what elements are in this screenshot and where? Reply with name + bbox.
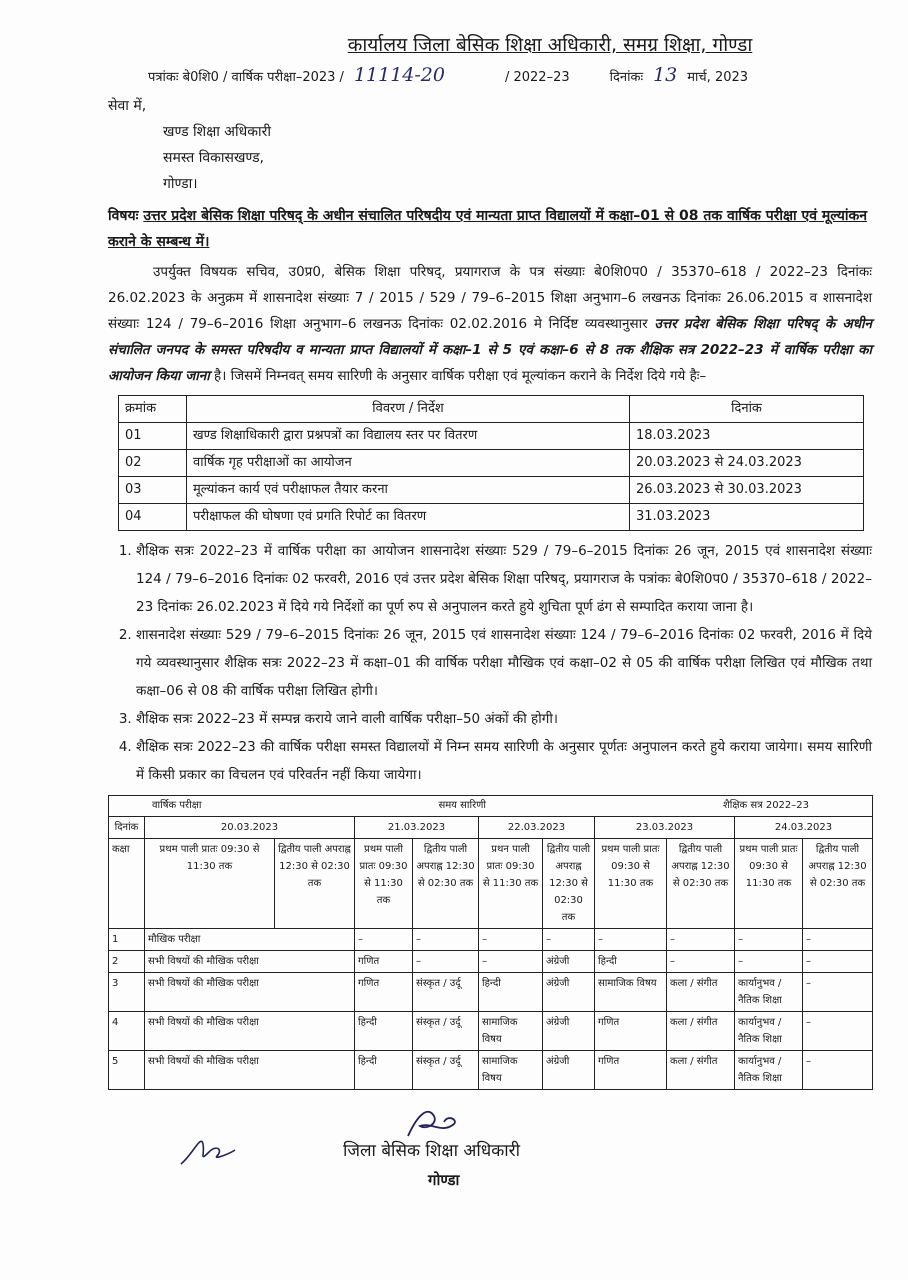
cell: वार्षिक गृह परीक्षाओं का आयोजन (187, 450, 630, 477)
subject-cell: कला / संगीत (667, 1051, 735, 1090)
cell: 01 (119, 423, 187, 450)
subject-label: विषयः (108, 208, 139, 224)
subject-cell: सामाजिक विषय (479, 1051, 543, 1090)
shift-cell: द्वितीय पाली अपराह्न 12:30 से 02:30 तक (275, 839, 355, 929)
subject-cell: – (667, 929, 735, 951)
points-list (108, 537, 872, 789)
subject-cell: हिन्दी (355, 1012, 413, 1051)
subject-cell: कार्यानुभव / नैतिक शिक्षा (735, 1012, 803, 1051)
date-cell: 20.03.2023 (145, 817, 355, 839)
cell: 20.03.2023 से 24.03.2023 (630, 450, 864, 477)
point-item: 3. शैक्षिक सत्रः 2022–23 में सम्पन्न कराये जाने वाली वार्षिक परीक्षा–50 अंकों की होगी। (136, 705, 872, 733)
reference-line (108, 60, 872, 93)
subject-cell: – (413, 929, 479, 951)
point-item: 2. शासनादेश संख्याः 529 / 79–6–2015 दिनांकः 26 जून, 2015 एवं शासनादेश संख्याः 124 / 79–6–2016 दिनांकः 02 फरवरी, 2016 में दिये गये व्यवस्थानुसार शैक्षिक सत्रः 2022–23 में कक्षा–01 की वार्षिक परीक्षा मौखिक एवं कक्षा–02 से 05 की वार्षिक परीक्षा लिखित एवं मौखिक तथा कक्षा–06 से 08 की वार्षिक परीक्षा लिखित होगी। (136, 621, 872, 705)
addressee-line: खण्ड शिक्षा अधिकारी (163, 124, 271, 140)
timetable-row (109, 1012, 873, 1051)
subject-cell: – (803, 1012, 873, 1051)
shift-cell: प्रथन पाली प्रातः 09:30 से 11:30 तक (479, 839, 543, 929)
date-cell: 24.03.2023 (735, 817, 873, 839)
subject-text: उत्तर प्रदेश बेसिक शिक्षा परिषद् के अधीन संचालित परिषदीय एवं मान्यता प्राप्त विद्यालयों में कक्षा–01 से 08 तक वार्षिक परीक्षा एवं मूल्यांकन कराने के सम्बन्ध में। (108, 208, 867, 250)
cell: 31.03.2023 (630, 504, 864, 531)
subject-cell: अंग्रेजी (543, 951, 595, 973)
body-emphasis: उत्तर प्रदेश बेसिक शिक्षा परिषद् के अधीन संचालित जनपद के समस्त परिषदीय व मान्यता प्राप्त विद्यालयों में कक्षा–1 से 5 एवं कक्षा–6 से 8 तक शैक्षिक सत्र 2022–23 में वार्षिक परीक्षा का आयोजन किया जाना (108, 316, 872, 384)
subject-cell: अंग्रेजी (543, 973, 595, 1012)
cell: 18.03.2023 (630, 423, 864, 450)
subject-cell: – (803, 973, 873, 1012)
body-text: उपर्युक्त विषयक सचिव, उ0प्र0, बेसिक शिक्षा परिषद्, प्रयागराज के पत्र संख्याः बे0शि0प0 / 35370–618 / 2022–23 दिनांकः 26.02.2023 के अनुक्रम में शासनादेश संख्याः 7 / 2015 / 529 / 79–6–2015 शिक्षा अनुभाग–6 लखनऊ दिनांकः 26.06.2015 व शासनादेश संख्याः 124 / 79–6–2016 शिक्षा अनुभाग–6 लखनऊ दिनांकः 02.02.2016 मे निर्दिष्ट व्यवस्थानुसार (108, 264, 872, 332)
header-cell: विवरण / निर्देश (187, 396, 630, 423)
body-paragraph (108, 259, 872, 389)
subject-cell: – (803, 951, 873, 973)
exam-timetable (108, 795, 873, 1090)
timetable-row (109, 951, 873, 973)
timetable-row (109, 1051, 873, 1090)
class-cell: 1 (109, 929, 145, 951)
table-row (119, 423, 864, 450)
addressee (108, 119, 872, 197)
class-label: कक्षा (109, 839, 145, 929)
date-row (109, 817, 873, 839)
subject-cell: कार्यानुभव / नैतिक शिक्षा (735, 1051, 803, 1090)
timetable-title-row (109, 796, 873, 817)
cell: परीक्षाफल की घोषणा एवं प्रगति रिपोर्ट का वितरण (187, 504, 630, 531)
office-heading: कार्यालय जिला बेसिक शिक्षा अधिकारी, समग्र शिक्षा, गोण्डा (347, 34, 753, 56)
table-row (119, 477, 864, 504)
class-cell: 5 (109, 1051, 145, 1090)
shift-cell: द्वितीय पाली अपराह्न 12:30 से 02:30 तक (803, 839, 873, 929)
shift-cell: प्रथम पाली प्रातः 09:30 से 11:30 तक (735, 839, 803, 929)
subject-cell: गणित (355, 973, 413, 1012)
subject-cell: – (667, 951, 735, 973)
subject-cell: हिन्दी (595, 951, 667, 973)
cell: 04 (119, 504, 187, 531)
cell: 26.03.2023 से 30.03.2023 (630, 477, 864, 504)
subject-cell: संस्कृत / उर्दू (413, 1012, 479, 1051)
shift-cell: द्वितीय पाली अपराह्न 12:30 से 02:30 तक (413, 839, 479, 929)
addressee-line: समस्त विकासखण्ड, (163, 150, 265, 166)
shift-cell: द्वितीय पाली अपराह्न 12:30 से 02:30 तक (667, 839, 735, 929)
subject-cell: कला / संगीत (667, 973, 735, 1012)
oral-exam-cell: सभी विषयों की मौखिक परीक्षा (145, 1012, 355, 1051)
table-header-row (119, 396, 864, 423)
date-rest: मार्च, 2023 (687, 70, 749, 85)
title-left: वार्षिक परीक्षा (152, 800, 202, 811)
shift-row (109, 839, 873, 929)
subject-cell: – (803, 1051, 873, 1090)
subject-cell: संस्कृत / उर्दू (413, 1051, 479, 1090)
addressee-line: गोण्डा। (163, 176, 198, 192)
subject-cell: कार्यानुभव / नैतिक शिक्षा (735, 973, 803, 1012)
signature-block (108, 1104, 872, 1214)
shift-cell: द्वितीय पाली अपराह्न 12:30 से 02:30 तक (543, 839, 595, 929)
oral-exam-cell: सभी विषयों की मौखिक परीक्षा (145, 951, 355, 973)
shift-cell: प्रथम पाली प्रातः 09:30 से 11:30 तक (355, 839, 413, 929)
header-cell: क्रमांक (119, 396, 187, 423)
subject-cell: – (735, 929, 803, 951)
shift-cell: प्रथम पाली प्रातः 09:30 से 11:30 तक (595, 839, 667, 929)
subject-cell: हिन्दी (479, 973, 543, 1012)
subject-cell: संस्कृत / उर्दू (413, 973, 479, 1012)
oral-exam-cell: सभी विषयों की मौखिक परीक्षा (145, 1051, 355, 1090)
date-label: दिनांकः (609, 70, 644, 85)
ref-suffix: / 2022–23 (504, 70, 570, 85)
subject-cell: – (355, 929, 413, 951)
subject-cell: – (413, 951, 479, 973)
cell: मूल्यांकन कार्य एवं परीक्षाफल तैयार करना (187, 477, 630, 504)
signatory-place: गोण्डा (428, 1171, 460, 1189)
schedule-table (118, 395, 864, 531)
ref-prefix: पत्रांकः बे0शि0 / वार्षिक परीक्षा–2023 / (148, 70, 344, 85)
title-right: शैक्षिक सत्र 2022–23 (722, 800, 810, 811)
table-row (119, 450, 864, 477)
timetable-row (109, 929, 873, 951)
class-cell: 3 (109, 973, 145, 1012)
oral-exam-cell: मौखिक परीक्षा (145, 929, 355, 951)
timetable-row (109, 973, 873, 1012)
point-item: 1. शैक्षिक सत्रः 2022–23 में वार्षिक परीक्षा का आयोजन शासनादेश संख्याः 529 / 79–6–2015 दिनांकः 26 जून, 2015 एवं शासनादेश संख्याः 124 / 79–6–2016 दिनांकः 02 फरवरी, 2016 एवं उत्तर प्रदेश बेसिक शिक्षा परिषद्, प्रयागराज के पत्रांकः बे0शि0प0 / 35370–618 / 2022–23 दिनांकः 26.02.2023 में दिये गये निर्देशों का पूर्ण रुप से अनुपालन करते हुये शुचिता पूर्ण ढंग से सम्पादित कराया जाना है। (136, 537, 872, 621)
cell: 02 (119, 450, 187, 477)
signature-left (173, 1124, 243, 1174)
header-cell: दिनांक (630, 396, 864, 423)
class-cell: 2 (109, 951, 145, 973)
subject (108, 203, 872, 255)
subject-cell: – (479, 951, 543, 973)
ref-handwritten: 11114-20 (353, 64, 445, 86)
subject-cell: हिन्दी (355, 1051, 413, 1090)
shift-cell: प्रथम पाली प्रातः 09:30 से 11:30 तक (145, 839, 275, 929)
subject-cell: – (595, 929, 667, 951)
subject-cell: – (735, 951, 803, 973)
body-tail: है। जिसमें निम्नवत् समय सारिणी के अनुसार वार्षिक परीक्षा एवं मूल्यांकन कराने के निर्देश दिये गये हैः– (214, 368, 707, 384)
class-cell: 4 (109, 1012, 145, 1051)
cell: 03 (119, 477, 187, 504)
date-cell: 23.03.2023 (595, 817, 735, 839)
subject-cell: गणित (355, 951, 413, 973)
subject-cell: सामाजिक विषय (595, 973, 667, 1012)
table-row (119, 504, 864, 531)
signatory-designation: जिला बेसिक शिक्षा अधिकारी (343, 1141, 521, 1161)
subject-cell: गणित (595, 1012, 667, 1051)
date-day: 13 (653, 64, 678, 86)
subject-cell: – (543, 929, 595, 951)
subject-cell: अंग्रेजी (543, 1051, 595, 1090)
subject-cell: कला / संगीत (667, 1012, 735, 1051)
date-label: दिनांक (109, 817, 145, 839)
subject-cell: गणित (595, 1051, 667, 1090)
oral-exam-cell: सभी विषयों की मौखिक परीक्षा (145, 973, 355, 1012)
cell: खण्ड शिक्षाधिकारी द्वारा प्रश्नपत्रों का विद्यालय स्तर पर वितरण (187, 423, 630, 450)
subject-cell: – (479, 929, 543, 951)
signature-officer (398, 1104, 468, 1140)
date-cell: 22.03.2023 (479, 817, 595, 839)
salutation: सेवा में, (108, 98, 147, 114)
subject-cell: – (803, 929, 873, 951)
point-item: 4. शैक्षिक सत्रः 2022–23 की वार्षिक परीक्षा समस्त विद्यालयों में निम्न समय सारिणी के अनुसार पूर्णतः अनुपालन करते हुये कराया जायेगा। समय सारिणी में किसी प्रकार का विचलन एवं परिवर्तन नहीं किया जायेगा। (136, 733, 872, 789)
subject-cell: अंग्रेजी (543, 1012, 595, 1051)
date-cell: 21.03.2023 (355, 817, 479, 839)
title-center: समय सारिणी (438, 800, 487, 811)
subject-cell: सामाजिक विषय (479, 1012, 543, 1051)
